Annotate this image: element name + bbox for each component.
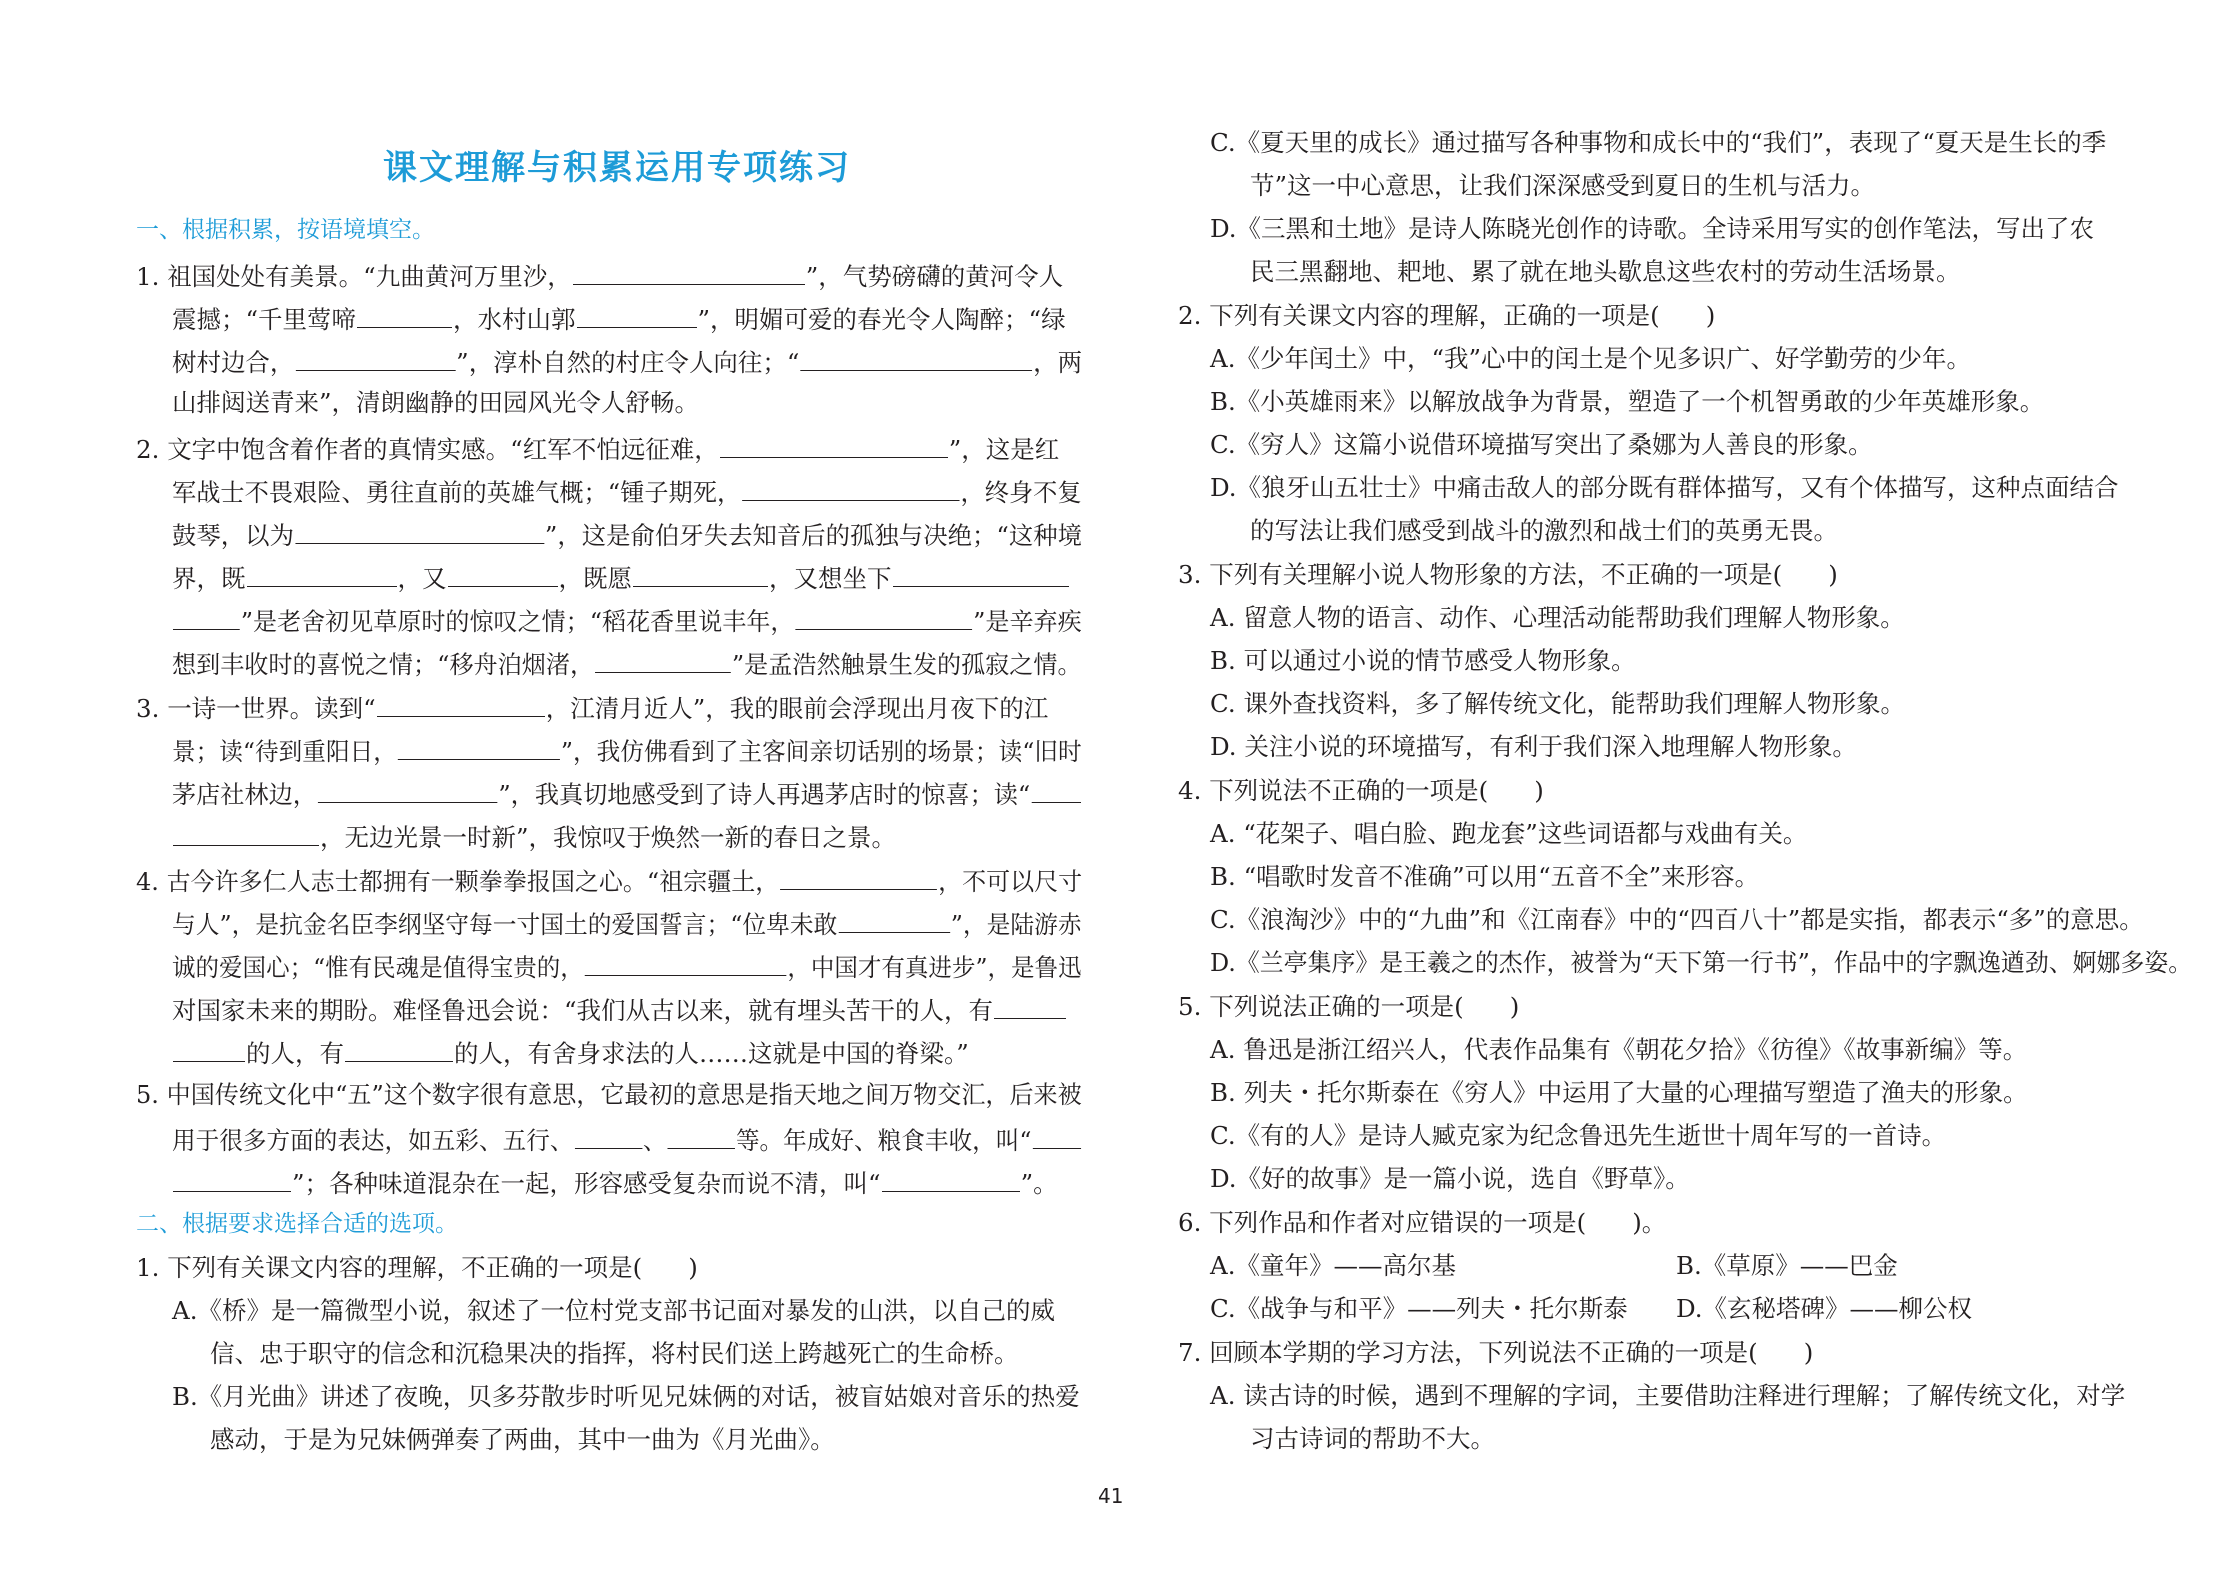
- fill-q4-line3: 诚的爱国心；“惟有民魂是值得宝贵的， ，中国才有真进步”，是鲁迅: [172, 949, 1082, 984]
- choice-q4-option-d: D.《兰亭集序》是王羲之的杰作，被誉为“天下第一行书”，作品中的字飘逸遒劲、婀娜多姿。: [1210, 948, 2193, 977]
- question-number: 2.: [136, 435, 160, 464]
- choice-q1-option-b-cont: 感动，于是为兄妹俩弹奏了两曲，其中一曲为《月光曲》。: [210, 1425, 835, 1454]
- question-number: 5.: [1178, 992, 1202, 1021]
- fill-q2-line4: 界，既 ，又 ，既愿 ，又想坐下: [172, 560, 1070, 595]
- fill-q1-line4: 山排闼送青来”，清朗幽静的田园风光令人舒畅。: [172, 388, 700, 417]
- question-number: 2.: [1178, 301, 1202, 330]
- answer-blank[interactable]: [295, 344, 455, 371]
- choice-q4-option-a: A. “花架子、唱白脸、跑龙套”这些词语都与戏曲有关。: [1210, 819, 1808, 848]
- answer-blank[interactable]: [377, 690, 545, 717]
- answer-blank[interactable]: [295, 517, 544, 544]
- answer-blank[interactable]: [448, 560, 558, 587]
- answer-blank[interactable]: [577, 301, 697, 328]
- choice-q1-option-a-cont: 信、忠于职守的信念和沉稳果决的指挥，将村民们送上跨越死亡的生命桥。: [210, 1339, 1019, 1368]
- answer-blank[interactable]: [398, 733, 560, 760]
- question-number: 6.: [1178, 1208, 1202, 1237]
- fill-q5-line2: 用于很多方面的表达，如五彩、五行、 、 等。年成好、粮食丰收，叫“: [172, 1122, 1082, 1157]
- answer-blank[interactable]: [574, 1122, 641, 1149]
- fill-q4-line2: 与人”，是抗金名臣李纲坚守每一寸国土的爱国誓言；“位卑未敢 ”，是陆游赤: [172, 906, 1082, 941]
- choice-q2-option-d-cont: 的写法让我们感受到战斗的激烈和战士们的英勇无畏。: [1250, 516, 1838, 545]
- fill-q4-line5: 的人，有 的人，有舍身求法的人……这就是中国的脊梁。”: [172, 1035, 969, 1070]
- choice-q1-option-d-cont: 民三黑翻地、耙地、累了就在地头歇息这些农村的劳动生活场景。: [1250, 257, 1961, 286]
- choice-q3-option-c: C. 课外查找资料，多了解传统文化，能帮助我们理解人物形象。: [1210, 689, 1905, 718]
- page-title: 课文理解与积累运用专项练习: [383, 148, 851, 188]
- question-number: 4.: [136, 867, 159, 896]
- fill-q1-line3: 树村边合， ”，淳朴自然的村庄令人向往；“ ，两: [172, 344, 1082, 379]
- answer-blank[interactable]: [795, 603, 972, 630]
- choice-q5-option-a: A. 鲁迅是浙江绍兴人，代表作品集有《朝花夕拾》《彷徨》《故事新编》等。: [1210, 1035, 2028, 1064]
- choice-q4-option-b: B. “唱歌时发音不准确”可以用“五音不全”来形容。: [1210, 862, 1760, 891]
- choice-q3-stem: 3. 下列有关理解小说人物形象的方法，不正确的一项是( ): [1178, 560, 1838, 589]
- choice-q5-option-c: C.《有的人》是诗人臧克家为纪念鲁迅先生逝世十周年写的一首诗。: [1210, 1121, 1947, 1150]
- choice-q1-stem: 1. 下列有关课文内容的理解，不正确的一项是( ): [136, 1253, 698, 1282]
- fill-q2-line6: 想到丰收时的喜悦之情；“移舟泊烟渚， ”是孟浩然触景生发的孤寂之情。: [172, 646, 1082, 681]
- choice-q6-option-b: B.《草原》——巴金: [1676, 1251, 1898, 1280]
- choice-q3-option-a: A. 留意人物的语言、动作、心理活动能帮助我们理解人物形象。: [1210, 603, 1905, 632]
- choice-q1-option-a: A.《桥》是一篇微型小说，叙述了一位村党支部书记面对暴发的山洪，以自己的威: [172, 1296, 1055, 1325]
- choice-q5-option-d: D.《好的故事》是一篇小说，选自《野草》。: [1210, 1164, 1690, 1193]
- answer-blank[interactable]: [357, 301, 452, 328]
- answer-blank[interactable]: [585, 949, 787, 976]
- fill-q1-line2: 震撼；“千里莺啼 ，水村山郭 ”，明媚可爱的春光令人陶醉；“绿: [172, 301, 1066, 336]
- fill-q2-line5: ”是老舍初见草原时的惊叹之情；“稻花香里说丰年， ”是辛弃疾: [172, 603, 1082, 638]
- answer-blank[interactable]: [800, 344, 1032, 371]
- choice-q7-option-a: A. 读古诗的时候，遇到不理解的字词，主要借助注释进行理解；了解传统文化，对学: [1210, 1381, 2126, 1410]
- question-number: 4.: [1178, 776, 1202, 805]
- choice-q6-option-d: D.《玄秘塔碑》——柳公权: [1676, 1294, 1973, 1323]
- section1-heading: 一、根据积累，按语境填空。: [136, 217, 435, 243]
- fill-q3-line4: ，无边光景一时新”，我惊叹于焕然一新的春日之景。: [172, 819, 896, 854]
- choice-q2-stem: 2. 下列有关课文内容的理解，正确的一项是( ): [1178, 301, 1716, 330]
- question-number: 7.: [1178, 1338, 1202, 1367]
- fill-q4-line1: 4. 古今许多仁人志士都拥有一颗拳拳报国之心。“祖宗疆土， ，不可以尺寸: [136, 863, 1082, 898]
- choice-q1-option-c-cont: 节”这一中心意思，让我们深深感受到夏日的生机与活力。: [1250, 171, 1876, 200]
- fill-q3-line2: 景；读“待到重阳日， ”，我仿佛看到了主客间亲切话别的场景；读“旧时: [172, 733, 1082, 768]
- fill-q5-line1: 5. 中国传统文化中“五”这个数字很有意思，它最初的意思是指天地之间万物交汇，后来被: [136, 1080, 1082, 1109]
- question-number: 5.: [136, 1080, 159, 1109]
- answer-blank[interactable]: [720, 431, 948, 458]
- answer-blank[interactable]: [633, 560, 768, 587]
- answer-blank[interactable]: [893, 560, 1069, 587]
- choice-q3-option-b: B. 可以通过小说的情节感受人物形象。: [1210, 646, 1636, 675]
- choice-q1-option-b: B.《月光曲》讲述了夜晚，贝多芬散步时听见兄妹俩的对话，被盲姑娘对音乐的热爱: [172, 1382, 1080, 1411]
- fill-q4-line4: 对国家未来的期盼。难怪鲁迅会说：“我们从古以来，就有埋头苦干的人，有: [172, 992, 1067, 1027]
- answer-blank[interactable]: [667, 1122, 734, 1149]
- fill-q3-line3: 茅店社林边， ”，我真切地感受到了诗人再遇茅店时的惊喜；读“: [172, 776, 1082, 811]
- choice-q5-option-b: B. 列夫・托尔斯泰在《穷人》中运用了大量的心理描写塑造了渔夫的形象。: [1210, 1078, 2028, 1107]
- choice-q2-option-d: D.《狼牙山五壮士》中痛击敌人的部分既有群体描写，又有个体描写，这种点面结合: [1210, 473, 2119, 502]
- question-number: 3.: [1178, 560, 1202, 589]
- answer-blank[interactable]: [780, 863, 937, 890]
- question-number: 1.: [136, 262, 160, 291]
- question-number: 3.: [136, 694, 160, 723]
- fill-q2-line3: 鼓琴，以为 ”，这是俞伯牙失去知音后的孤独与决绝；“这种境: [172, 517, 1082, 552]
- choice-q1-option-c: C.《夏天里的成长》通过描写各种事物和成长中的“我们”，表现了“夏天是生长的季: [1210, 128, 2107, 157]
- page-number: 41: [1098, 1484, 1124, 1508]
- choice-q6-stem: 6. 下列作品和作者对应错误的一项是( )。: [1178, 1208, 1667, 1237]
- answer-blank[interactable]: [882, 1165, 1020, 1192]
- choice-q6-option-c: C.《战争与和平》——列夫・托尔斯泰: [1210, 1294, 1628, 1323]
- choice-q5-stem: 5. 下列说法正确的一项是( ): [1178, 992, 1520, 1021]
- answer-blank[interactable]: [1032, 1122, 1080, 1149]
- choice-q7-option-a-cont: 习古诗词的帮助不大。: [1250, 1424, 1495, 1453]
- fill-q5-line3: ”；各种味道混杂在一起，形容感受复杂而说不清，叫“ ”。: [172, 1165, 1058, 1200]
- answer-blank[interactable]: [173, 819, 319, 846]
- choice-q2-option-b: B.《小英雄雨来》以解放战争为背景，塑造了一个机智勇敢的少年英雄形象。: [1210, 387, 2045, 416]
- answer-blank[interactable]: [994, 992, 1066, 1019]
- choice-q1-option-d: D.《三黑和土地》是诗人陈晓光创作的诗歌。全诗采用写实的创作笔法，写出了农: [1210, 214, 2095, 243]
- choice-q7-stem: 7. 回顾本学期的学习方法，下列说法不正确的一项是( ): [1178, 1338, 1814, 1367]
- answer-blank[interactable]: [573, 258, 805, 285]
- choice-q4-option-c: C.《浪淘沙》中的“九曲”和《江南春》中的“四百八十”都是实指，都表示“多”的意思。: [1210, 905, 2144, 934]
- answer-blank[interactable]: [173, 603, 240, 630]
- answer-blank[interactable]: [318, 776, 497, 803]
- answer-blank[interactable]: [247, 560, 397, 587]
- choice-q4-stem: 4. 下列说法不正确的一项是( ): [1178, 776, 1544, 805]
- fill-q2-line2: 军战士不畏艰险、勇往直前的英雄气概；“锺子期死， ，终身不复: [172, 474, 1082, 509]
- choice-q2-option-c: C.《穷人》这篇小说借环境描写突出了桑娜为人善良的形象。: [1210, 430, 1873, 459]
- answer-blank[interactable]: [742, 474, 959, 501]
- answer-blank[interactable]: [1031, 776, 1080, 803]
- answer-blank[interactable]: [173, 1035, 245, 1062]
- fill-q2-line1: 2. 文字中饱含着作者的真情实感。“红军不怕远征难， ”，这是红: [136, 431, 1059, 466]
- fill-q3-line1: 3. 一诗一世界。读到“ ，江清月近人”，我的眼前会浮现出月夜下的江: [136, 690, 1048, 725]
- question-number: 1.: [136, 1253, 160, 1282]
- section2-heading: 二、根据要求选择合适的选项。: [136, 1211, 458, 1237]
- answer-blank[interactable]: [595, 646, 731, 673]
- choice-q2-option-a: A.《少年闰土》中，“我”心中的闰土是个见多识广、好学勤劳的少年。: [1210, 344, 1972, 373]
- answer-blank[interactable]: [838, 906, 949, 933]
- answer-blank[interactable]: [345, 1035, 453, 1062]
- choice-q6-option-a: A.《童年》——高尔基: [1210, 1251, 1456, 1280]
- answer-blank[interactable]: [173, 1165, 291, 1192]
- fill-q1-line1: 1. 祖国处处有美景。“九曲黄河万里沙， ”，气势磅礴的黄河令人: [136, 258, 1063, 293]
- choice-q3-option-d: D. 关注小说的环境描写，有利于我们深入地理解人物形象。: [1210, 732, 1857, 761]
